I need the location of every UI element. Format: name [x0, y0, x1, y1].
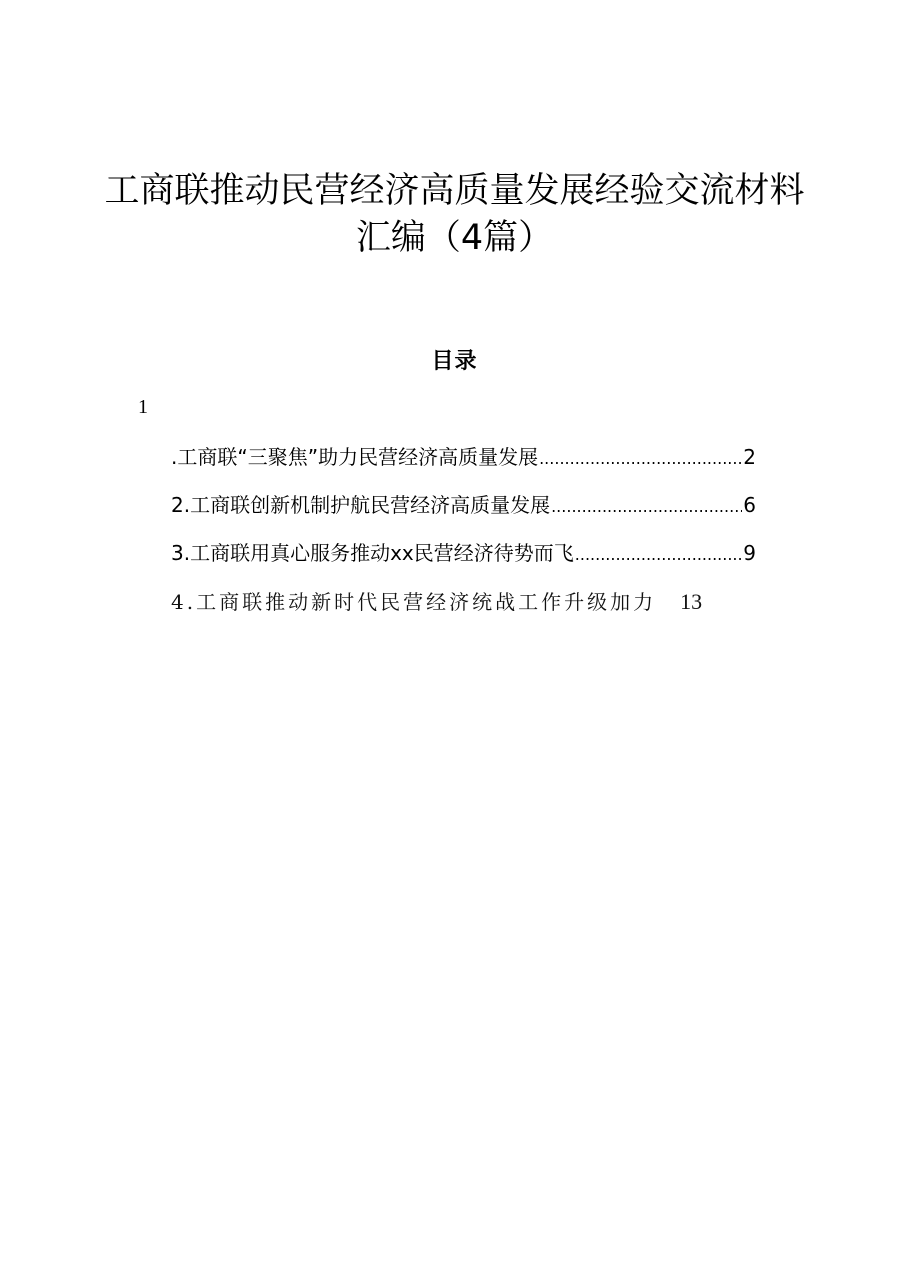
toc-dot-leader: [539, 449, 742, 468]
stray-page-number: 1: [138, 396, 148, 418]
toc-heading: 目录: [431, 348, 478, 374]
document-title-line-2: 汇编（4篇）: [355, 218, 554, 258]
toc-entry[interactable]: [171, 441, 756, 470]
toc-entry[interactable]: [171, 537, 756, 566]
toc-entry-page: 9: [743, 541, 756, 565]
toc-entry-page: 13: [680, 589, 703, 614]
toc-entry-title: .工商联“三聚焦”助力民营经济高质量发展: [171, 445, 539, 469]
toc-entry[interactable]: [171, 489, 756, 518]
toc-entry-page: 6: [743, 493, 756, 517]
toc-dot-leader: [575, 545, 743, 564]
toc-entry-title: 4.工商联推动新时代民营经济统战工作升级加力: [171, 590, 657, 614]
document-title-line-1: 工商联推动民营经济高质量发展经验交流材料: [104, 171, 805, 211]
toc-entry-title: 3.工商联用真心服务推动xx民营经济待势而飞: [171, 541, 574, 565]
toc-entry-page: 2: [743, 445, 756, 469]
toc-dot-leader: [551, 497, 742, 516]
toc-entry[interactable]: [171, 586, 702, 615]
toc-entry-title: 2.工商联创新机制护航民营经济高质量发展: [171, 493, 551, 517]
